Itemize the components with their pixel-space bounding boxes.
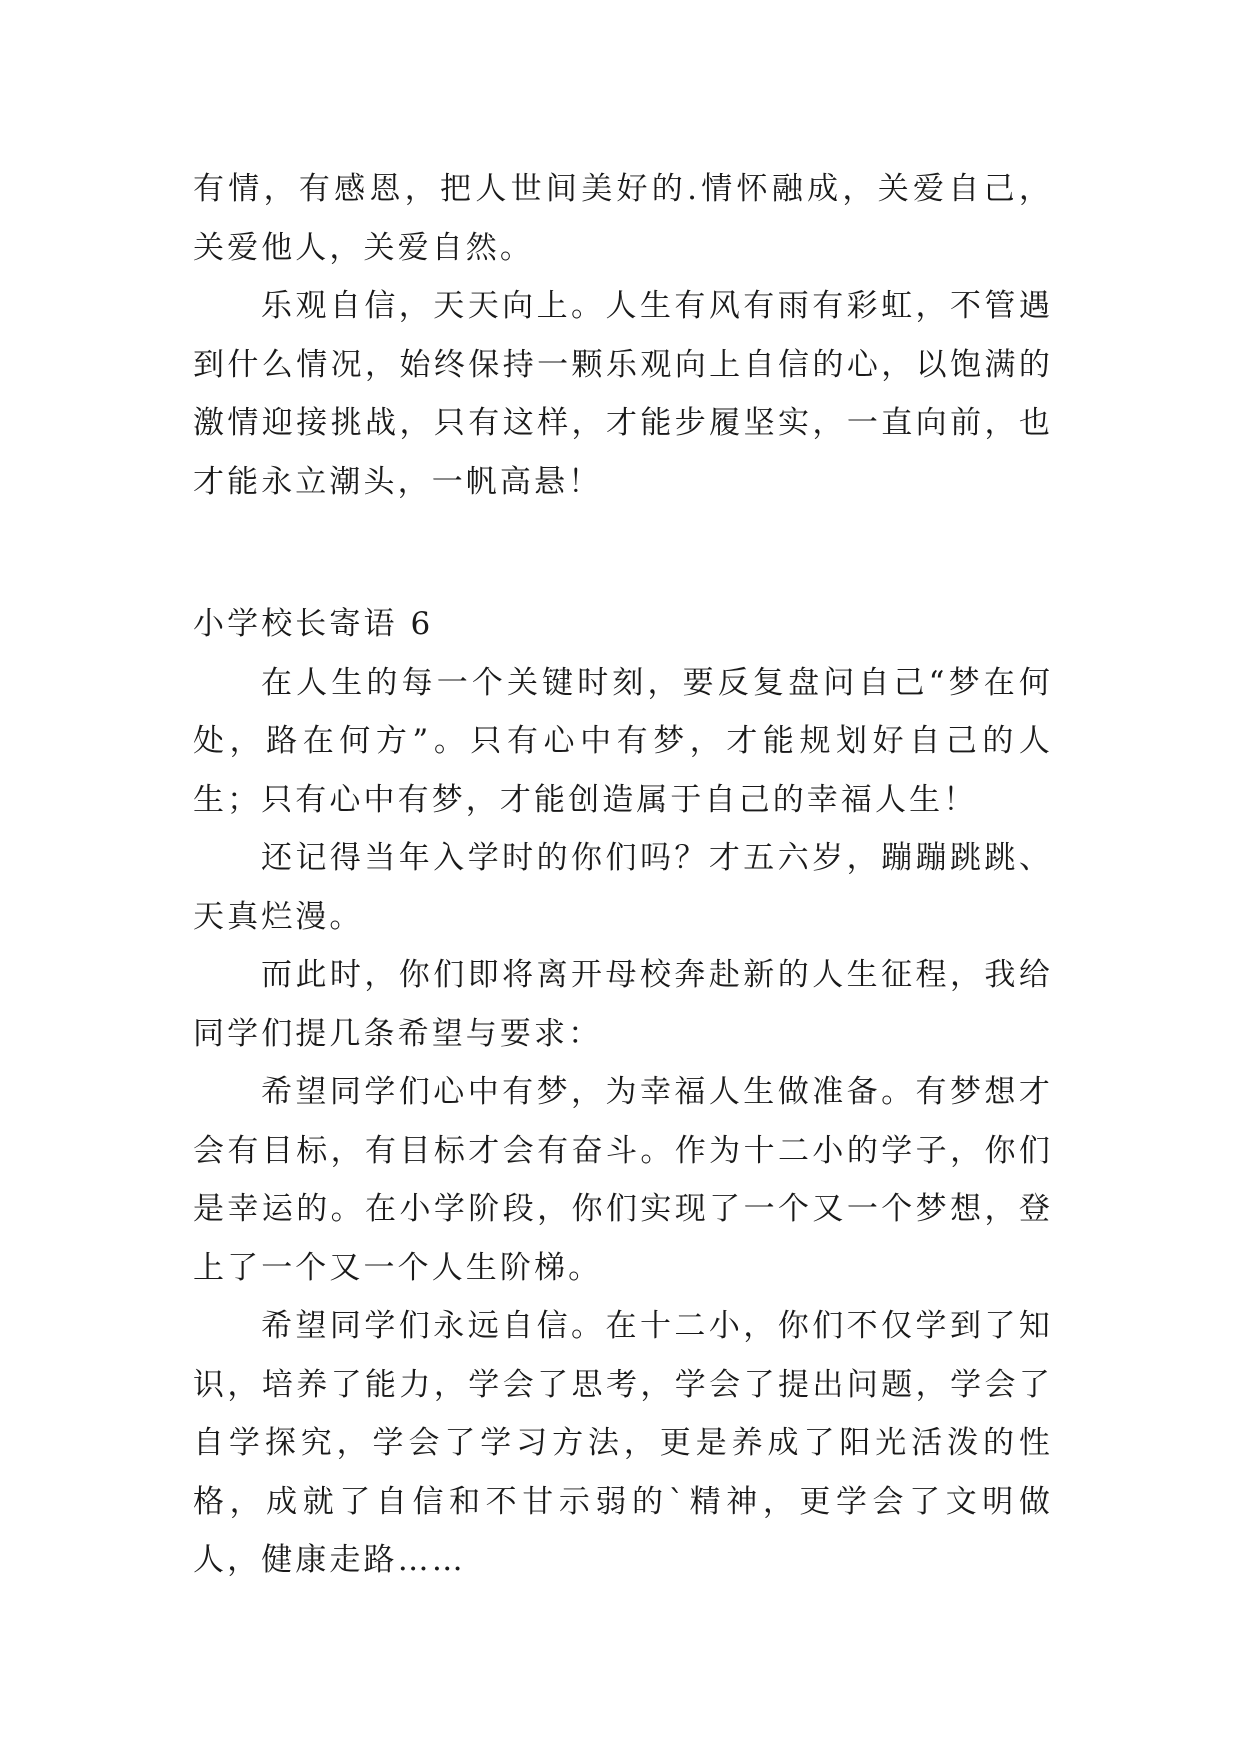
paragraph-1: 有情，有感恩，把人世间美好的.情怀融成，关爱自己，关爱他人，关爱自然。: [193, 171, 1053, 266]
paragraph-2: 乐观自信，天天向上。人生有风有雨有彩虹，不管遇到什么情况，始终保持一颗乐观向上自信的心，以饱满的激情迎接挑战，只有这样，才能步履坚实，一直向前，也才能永立潮头，一帆高悬！: [193, 288, 1053, 500]
paragraph-3: 在人生的每一个关键时刻，要反复盘问自己“梦在何处，路在何方”。只有心中有梦，才能规划好自己的人生；只有心中有梦，才能创造属于自己的幸福人生！: [193, 664, 1053, 818]
paragraph-6: 希望同学们心中有梦，为幸福人生做准备。有梦想才会有目标，有目标才会有奋斗。作为十二小的学子，你们是幸运的。在小学阶段，你们实现了一个又一个梦想，登上了一个又一个人生阶梯。: [193, 1074, 1053, 1286]
document-page: [193, 160, 1053, 1590]
section-heading: 小学校长寄语 6: [193, 606, 434, 642]
paragraph-7: 希望同学们永远自信。在十二小，你们不仅学到了知识，培养了能力，学会了思考，学会了提出问题，学会了自学探究，学会了学习方法，更是养成了阳光活泼的性格，成就了自信和不甘示弱的`精神，更学会了文明做人，健康走路……: [193, 1308, 1053, 1578]
paragraph-5: 而此时，你们即将离开母校奔赴新的人生征程，我给同学们提几条希望与要求：: [193, 957, 1053, 1052]
paragraph-4: 还记得当年入学时的你们吗？才五六岁，蹦蹦跳跳、天真烂漫。: [193, 840, 1053, 935]
